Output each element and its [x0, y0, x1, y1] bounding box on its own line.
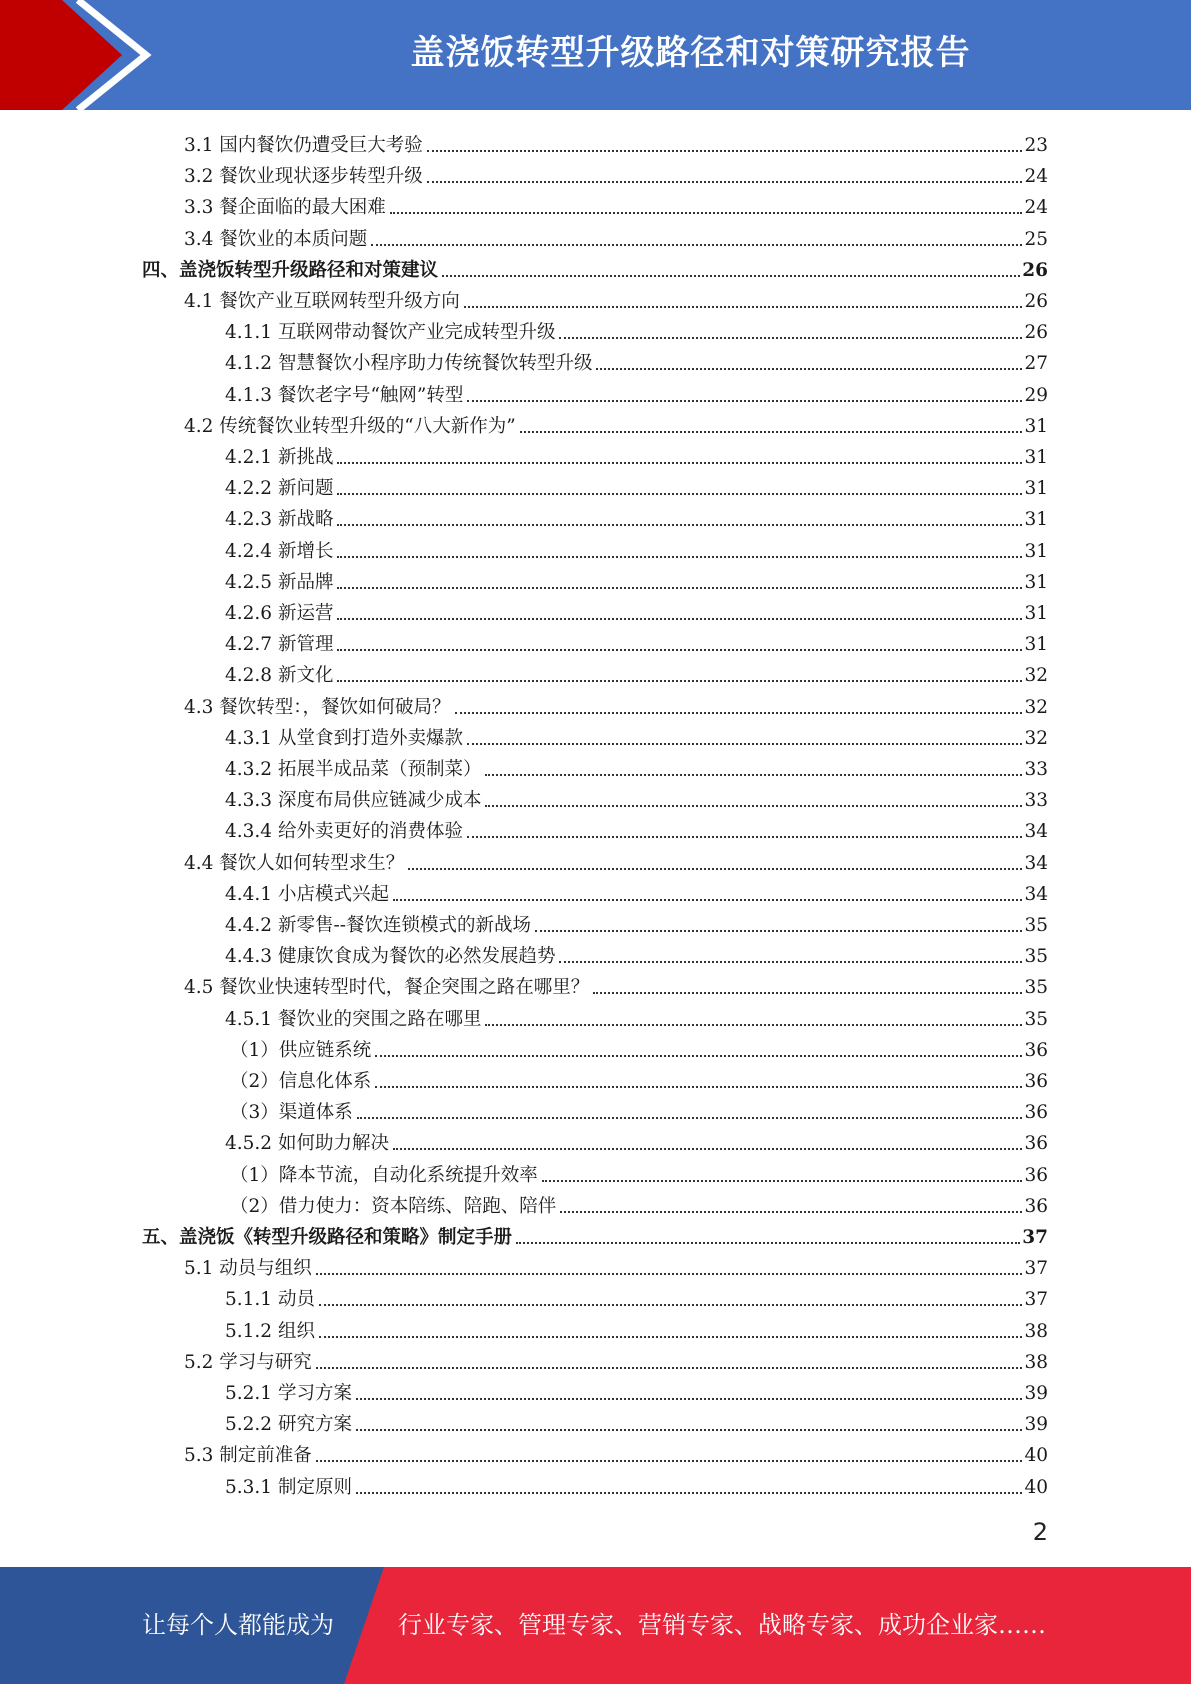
toc-dot-leader: [337, 523, 1022, 526]
toc-entry-label: 4.4.3 健康饮食成为餐饮的必然发展趋势: [225, 946, 556, 968]
toc-entry-label: 4.1.3 餐饮老字号“触网”转型: [225, 384, 464, 406]
toc-entry-label: （1）供应链系统: [230, 1039, 372, 1061]
toc-entry-page: 31: [1024, 634, 1048, 656]
toc-entry-label: 4.3.4 给外卖更好的消费体验: [225, 821, 463, 843]
header-chevron-decoration: [0, 0, 160, 110]
toc-dot-leader: [467, 742, 1022, 745]
toc-entry-page: 40: [1024, 1476, 1048, 1498]
toc-entry-label: 5.3.1 制定原则: [225, 1476, 352, 1498]
toc-entry-label: 4.2.7 新管理: [225, 634, 334, 656]
toc-entry-label: 4.5.1 餐饮业的突围之路在哪里: [225, 1008, 482, 1030]
toc-entry[interactable]: [184, 1344, 1048, 1375]
toc-entry[interactable]: [230, 1032, 1048, 1063]
toc-entry[interactable]: [225, 595, 1048, 626]
toc-dot-leader: [356, 1428, 1023, 1431]
toc-entry[interactable]: [225, 720, 1048, 751]
toc-entry[interactable]: [184, 189, 1048, 220]
toc-dot-leader: [337, 679, 1022, 682]
toc-dot-leader: [375, 1054, 1022, 1057]
toc-entry-page: 35: [1024, 977, 1048, 999]
page-header: [0, 0, 1191, 110]
toc-entry-label: 4.4 餐饮人如何转型求生？: [184, 852, 405, 874]
toc-entry[interactable]: [225, 345, 1048, 376]
toc-dot-leader: [593, 991, 1022, 994]
toc-entry-label: 5.1.1 动员: [225, 1289, 315, 1311]
toc-dot-leader: [485, 804, 1022, 807]
toc-entry-label: 4.5.2 如何助力解决: [225, 1133, 389, 1155]
toc-dot-leader: [356, 1491, 1023, 1494]
toc-entry[interactable]: [225, 1281, 1048, 1312]
toc-entry[interactable]: [230, 1094, 1048, 1125]
toc-entry-label: 4.3.2 拓展半成品菜（预制菜）: [225, 759, 482, 780]
toc-entry-page: 31: [1024, 509, 1048, 531]
toc-entry[interactable]: [225, 470, 1048, 501]
toc-entry[interactable]: [225, 907, 1048, 938]
toc-entry-label: 4.2.6 新运营: [225, 603, 334, 624]
toc-dot-leader: [356, 1397, 1023, 1400]
toc-entry-label: 4.2 传统餐饮业转型升级的“八大新作为”: [184, 415, 516, 437]
toc-entry-label: （2）借力使力：资本陪练、陪跑、陪伴: [230, 1195, 557, 1217]
toc-entry[interactable]: [225, 626, 1048, 657]
report-title: 盖浇饭转型升级路径和对策研究报告: [410, 33, 971, 73]
toc-entry-label: 4.2.8 新文化: [225, 665, 334, 687]
toc-entry[interactable]: [225, 938, 1048, 969]
toc-entry-label: 3.1 国内餐饮仍遭受巨大考验: [184, 135, 423, 156]
toc-entry-page: 40: [1024, 1445, 1048, 1467]
toc-entry-page: 31: [1024, 447, 1048, 468]
toc-dot-leader: [393, 898, 1022, 901]
footer-slogan-left: 让每个人都能成为: [142, 1611, 334, 1639]
toc-entry-page: 33: [1024, 759, 1048, 780]
toc-dot-leader: [357, 1116, 1023, 1119]
toc-entry[interactable]: [230, 1188, 1048, 1219]
toc-entry-label: 5.2.2 研究方案: [225, 1414, 352, 1436]
toc-entry[interactable]: [184, 689, 1048, 720]
toc-entry-label: （2）信息化体系: [230, 1071, 372, 1092]
toc-entry-label: 5.2 学习与研究: [184, 1351, 312, 1373]
toc-entry-label: 4.5 餐饮业快速转型时代，餐企突围之路在哪里？: [184, 977, 590, 999]
toc-entry[interactable]: [225, 1125, 1048, 1156]
toc-entry-label: 4.3.1 从堂食到打造外卖爆款: [225, 727, 463, 749]
toc-dot-leader: [596, 367, 1022, 370]
toc-entry-page: 38: [1024, 1351, 1048, 1373]
toc-entry[interactable]: [225, 564, 1048, 595]
toc-entry[interactable]: [230, 1063, 1048, 1094]
toc-dot-leader: [520, 430, 1023, 433]
toc-entry-page: 39: [1024, 1383, 1048, 1404]
toc-entry-page: 36: [1024, 1164, 1048, 1186]
toc-entry[interactable]: [225, 439, 1048, 470]
toc-entry[interactable]: [225, 751, 1048, 782]
toc-entry-page: 26: [1022, 259, 1048, 281]
toc-entry[interactable]: [225, 314, 1048, 345]
toc-entry[interactable]: [225, 533, 1048, 564]
toc-entry[interactable]: [184, 1437, 1048, 1468]
toc-dot-leader: [485, 1023, 1022, 1026]
toc-entry-page: 31: [1024, 415, 1048, 437]
toc-entry-label: 4.3 餐饮转型：，餐饮如何破局？: [184, 696, 451, 718]
toc-entry[interactable]: [225, 501, 1048, 532]
toc-dot-leader: [542, 1179, 1023, 1182]
toc-entry-label: 4.4.2 新零售--餐饮连锁模式的新战场: [225, 915, 531, 936]
toc-dot-leader: [427, 180, 1023, 183]
toc-entry[interactable]: [225, 813, 1048, 844]
toc-entry-label: 5.3 制定前准备: [184, 1445, 312, 1467]
toc-entry-page: 35: [1024, 915, 1048, 936]
toc-dot-leader: [559, 960, 1022, 963]
toc-entry[interactable]: [184, 283, 1048, 314]
page-footer: [0, 1567, 1191, 1684]
toc-entry-page: 32: [1024, 696, 1048, 718]
toc-dot-leader: [316, 1459, 1023, 1462]
toc-entry-page: 36: [1024, 1133, 1048, 1155]
toc-dot-leader: [337, 586, 1022, 589]
toc-entry-label: 四、盖浇饭转型升级路径和对策建议: [142, 259, 439, 281]
toc-entry[interactable]: [225, 377, 1048, 408]
toc-dot-leader: [485, 773, 1022, 776]
toc-dot-leader: [316, 1272, 1023, 1275]
toc-entry-page: 26: [1024, 322, 1048, 344]
toc-dot-leader: [337, 648, 1022, 651]
toc-entry-page: 36: [1024, 1102, 1048, 1124]
toc-entry-page: 34: [1024, 883, 1048, 905]
toc-entry-label: 五、盖浇饭《转型升级路径和策略》制定手册: [142, 1227, 513, 1248]
toc-entry-page: 32: [1024, 665, 1048, 687]
toc-dot-leader: [467, 399, 1022, 402]
toc-entry[interactable]: [184, 158, 1048, 189]
toc-dot-leader: [319, 1335, 1023, 1338]
toc-entry-label: （3）渠道体系: [230, 1102, 353, 1124]
toc-entry-label: 4.3.3 深度布局供应链减少成本: [225, 790, 482, 812]
toc-entry-page: 34: [1024, 852, 1048, 874]
toc-entry-label: 4.2.3 新战略: [225, 509, 334, 531]
toc-entry[interactable]: [230, 1157, 1048, 1188]
toc-entry[interactable]: [225, 1001, 1048, 1032]
toc-entry[interactable]: [142, 252, 1048, 283]
toc-dot-leader: [559, 336, 1022, 339]
toc-entry-label: 5.1 动员与组织: [184, 1258, 312, 1280]
toc-entry[interactable]: [184, 408, 1048, 439]
toc-entry[interactable]: [225, 1469, 1048, 1500]
toc-dot-leader: [516, 1241, 1020, 1244]
toc-entry-page: 34: [1024, 821, 1048, 843]
toc-entry-label: 4.4.1 小店模式兴起: [225, 883, 389, 905]
toc-entry-page: 24: [1024, 197, 1048, 219]
toc-dot-leader: [442, 274, 1020, 277]
toc-entry-label: 4.1 餐饮产业互联网转型升级方向: [184, 291, 460, 312]
toc-entry[interactable]: [225, 876, 1048, 907]
toc-entry-page: 37: [1024, 1289, 1048, 1311]
toc-dot-leader: [427, 149, 1023, 152]
toc-entry-page: 29: [1024, 384, 1048, 406]
toc-entry-page: 31: [1024, 571, 1048, 593]
toc-dot-leader: [371, 243, 1022, 246]
toc-entry-page: 25: [1024, 228, 1048, 250]
toc-entry-page: 36: [1024, 1195, 1048, 1217]
toc-entry-page: 26: [1024, 291, 1048, 312]
toc-dot-leader: [535, 929, 1022, 932]
toc-entry-label: （1）降本节流，自动化系统提升效率: [230, 1164, 538, 1186]
toc-entry[interactable]: [184, 127, 1048, 158]
toc-entry-page: 31: [1024, 603, 1048, 624]
toc-entry-label: 4.1.2 智慧餐饮小程序助力传统餐饮转型升级: [225, 353, 593, 375]
toc-entry-label: 4.2.2 新问题: [225, 478, 334, 500]
toc-dot-leader: [467, 835, 1022, 838]
toc-entry-page: 31: [1024, 478, 1048, 500]
toc-entry-page: 24: [1024, 166, 1048, 188]
toc-dot-leader: [375, 1085, 1022, 1088]
toc-dot-leader: [316, 1366, 1023, 1369]
footer-slogan-right: 行业专家、管理专家、营销专家、战略专家、成功企业家……: [398, 1611, 1046, 1639]
toc-entry[interactable]: [184, 1250, 1048, 1281]
toc-entry-label: 5.1.2 组织: [225, 1320, 315, 1342]
toc-dot-leader: [337, 555, 1022, 558]
toc-entry[interactable]: [225, 1375, 1048, 1406]
toc-entry[interactable]: [184, 221, 1048, 252]
toc-entry-page: 27: [1024, 353, 1048, 375]
toc-entry-page: 32: [1024, 727, 1048, 749]
toc-entry[interactable]: [142, 1219, 1048, 1250]
toc-entry[interactable]: [225, 1313, 1048, 1344]
toc-entry-page: 36: [1024, 1039, 1048, 1061]
toc-entry-label: 4.2.4 新增长: [225, 540, 334, 562]
toc-entry-label: 4.1.1 互联网带动餐饮产业完成转型升级: [225, 322, 556, 344]
toc-entry-page: 33: [1024, 790, 1048, 812]
toc-dot-leader: [319, 1303, 1023, 1306]
toc-entry-label: 4.2.1 新挑战: [225, 447, 334, 468]
toc-entry-page: 23: [1024, 135, 1048, 156]
toc-dot-leader: [337, 492, 1022, 495]
toc-dot-leader: [337, 617, 1022, 620]
toc-dot-leader: [337, 461, 1022, 464]
toc-entry-label: 3.4 餐饮业的本质问题: [184, 228, 368, 250]
toc-entry-label: 4.2.5 新品牌: [225, 571, 334, 593]
toc-dot-leader: [390, 211, 1023, 214]
toc-entry[interactable]: [184, 845, 1048, 876]
toc-entry-page: 37: [1022, 1227, 1048, 1248]
toc-entry[interactable]: [225, 782, 1048, 813]
toc-entry-page: 39: [1024, 1414, 1048, 1436]
toc-entry-page: 38: [1024, 1320, 1048, 1342]
toc-entry[interactable]: [184, 969, 1048, 1000]
toc-entry-label: 3.2 餐饮业现状逐步转型升级: [184, 166, 423, 188]
toc-entry-page: 35: [1024, 1008, 1048, 1030]
toc-dot-leader: [464, 305, 1023, 308]
toc-dot-leader: [560, 1210, 1022, 1213]
toc-entry[interactable]: [225, 657, 1048, 688]
toc-entry[interactable]: [225, 1406, 1048, 1437]
toc-entry-page: 35: [1024, 946, 1048, 968]
toc-entry-label: 3.3 餐企面临的最大困难: [184, 197, 386, 219]
toc-entry-label: 5.2.1 学习方案: [225, 1383, 352, 1404]
page-number: 2: [1032, 1518, 1048, 1546]
toc-entry-page: 36: [1024, 1071, 1048, 1092]
toc-dot-leader: [455, 711, 1023, 714]
toc-entry-page: 31: [1024, 540, 1048, 562]
toc-dot-leader: [408, 867, 1022, 870]
toc-entry-page: 37: [1024, 1258, 1048, 1280]
toc-dot-leader: [393, 1147, 1022, 1150]
